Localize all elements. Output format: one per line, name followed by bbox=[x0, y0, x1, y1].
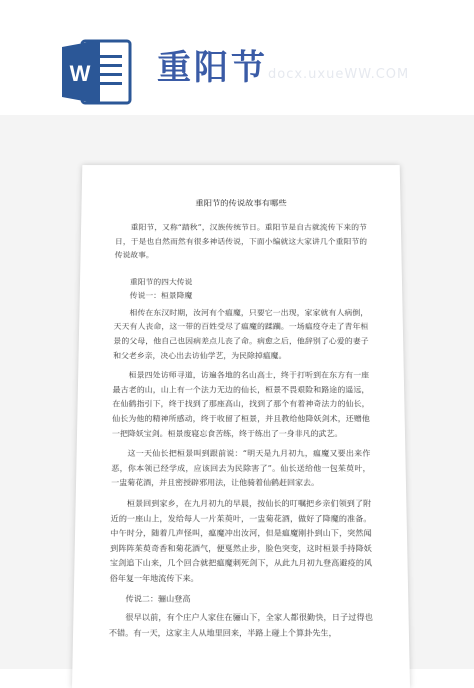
document-title: 重阳节 bbox=[157, 48, 268, 88]
legend2-heading: 传说二：骊山登高 bbox=[125, 594, 191, 604]
word-logo-letter: W bbox=[69, 61, 91, 86]
legend1-paragraph: 桓景回到家乡，在九月初九的早晨，按仙长的叮嘱把乡亲们领到了附近的一座山上，发给每人一片茱萸叶，一盅菊花酒，做好了降魔的准备。中午时分，随着几声怪叫，瘟魔冲出汝河，但是瘟魔刚扑到山下，突然闻到阵阵茱萸奇香和菊花酒气，便戛然止步，脸色突变，这时桓景手持降妖宝剑追下山来，几个回合就把瘟魔刺死剑下，从此九月初九登高避疫的风俗年复一年地流传下来。 bbox=[109, 498, 373, 583]
legend2-paragraph: 很早以前，有个庄户人家住在骊山下，全家人都很勤快，日子过得也不错。有一天，这家主人从地里回来，半路上碰上个算卦先生， bbox=[108, 612, 373, 638]
legend1-paragraph: 这一天仙长把桓景叫到跟前说：“明天是九月初九，瘟魔又要出来作恶，你本领已经学成，应该回去为民除害了”。仙长送给他一包茱萸叶，一盅菊花酒，并且密授辟邪用法，让他骑着仙鹤赶回家去。 bbox=[111, 448, 371, 488]
legend1-heading: 传说一：桓景降魔 bbox=[129, 290, 193, 300]
legend1-paragraph: 相传在东汉时期，汝河有个瘟魔，只要它一出现，家家就有人病倒，天天有人丧命，这一带的百姓受尽了瘟魔的蹂躏。一场瘟疫夺走了青年桓景的父母，他自己也因病差点儿丧了命。病愈之后，他辞别了心爱的妻子和父老乡亲，决心出去访仙学艺，为民除掉瘟魔。 bbox=[113, 307, 369, 360]
legend1-paragraph: 桓景四处访师寻道，访遍各地的名山高士，终于打听到在东方有一座最古老的山，山上有一个法力无边的仙长，桓景不畏艰险和路途的遥远，在仙鹤指引下，终于找到了那座高山，找到了那个有着神奇法力的仙长，仙长为他的精神所感动，终于收留了桓景，并且教给他降妖剑术，还赠他一把降妖宝剑。桓景废寝忘食苦练，终于练出了一身非凡的武艺。 bbox=[111, 370, 370, 438]
document-header bbox=[0, 0, 474, 115]
watermark-text: docx.uxueWW.COM bbox=[268, 67, 410, 82]
page-content bbox=[109, 197, 374, 647]
spacer bbox=[114, 268, 367, 275]
section-heading: 重阳节的四大传说 bbox=[129, 276, 193, 286]
document-page bbox=[72, 165, 410, 688]
word-icon bbox=[60, 35, 134, 109]
intro-paragraph: 重阳节，又称“踏秋”，汉族传统节日。重阳节是自古就流传下来的节日，于是也自然而然有很多神话传说，下面小编就这大家讲几个重阳节的传说故事。 bbox=[114, 222, 368, 260]
article-title: 重阳节的传说故事有哪些 bbox=[195, 199, 287, 209]
